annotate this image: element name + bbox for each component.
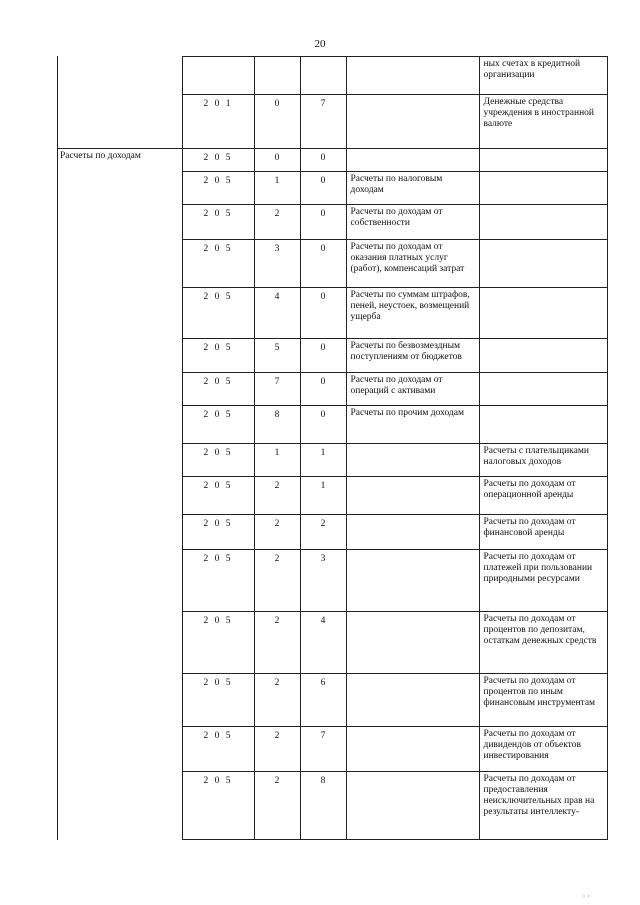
account-code: 2 0 5 [203,776,233,786]
account-name-detail [480,288,607,292]
table-cell [346,550,479,612]
table-cell [182,57,254,95]
table-cell [182,550,254,612]
account-code: 2 0 5 [203,343,233,353]
table-cell [479,95,607,149]
analytic-code-1: 2 [274,616,280,626]
account-name-detail: Расчеты по доходам от процентов по депозитам, остаткам денежных средств [483,614,597,646]
analytic-code-2 [301,57,346,61]
analytic-code-1: 5 [274,343,280,353]
analytic-code-1 [255,57,300,61]
analytic-code-2: 0 [320,410,326,420]
table-cell [346,477,479,515]
table-cell [300,205,346,240]
account-name-detail [480,172,607,176]
table-cell [254,95,300,149]
account-name-detail [480,406,607,410]
table-cell [479,550,607,612]
table-cell [182,674,254,727]
table-cell [479,477,607,515]
table-cell [254,240,300,288]
table-cell [300,727,346,772]
account-name-detail: Расчеты по доходам от операционной аренды [483,479,576,500]
table-cell [479,444,607,477]
table-cell [182,339,254,373]
account-name-detail: Расчеты по доходам от процентов по иным финансовым инструментам [483,676,596,708]
account-name-group: Расчеты по прочим доходам [350,408,464,418]
account-code: 2 0 5 [203,616,233,626]
account-name-detail: Денежные средства учреждения в иностранной валюте [483,97,594,129]
table-cell [346,373,479,406]
table-cell [254,288,300,339]
table-cell [254,477,300,515]
table-cell [346,339,479,373]
table-cell [479,205,607,240]
analytic-code-2: 1 [320,481,326,491]
table-cell [300,612,346,674]
analytic-code-1: 3 [274,244,280,254]
analytic-code-2: 0 [320,244,326,254]
analytic-code-1: 2 [274,678,280,688]
table-cell [300,515,346,550]
analytic-code-1: 0 [274,153,280,163]
account-code: 2 0 5 [203,153,233,163]
analytic-code-1: 0 [274,99,280,109]
account-name-group [347,612,479,616]
analytic-code-2: 4 [320,616,326,626]
table-cell [346,288,479,339]
table-cell [182,727,254,772]
account-name-group [347,477,479,481]
table-cell [182,172,254,205]
account-code: 2 0 5 [203,554,233,564]
table-cell [346,172,479,205]
table-cell [182,240,254,288]
account-code: 2 0 5 [203,678,233,688]
table-cell [182,373,254,406]
account-name-group [347,95,479,99]
table-cell [479,288,607,339]
account-code: 2 0 5 [203,410,233,420]
page-number: 20 [314,38,326,50]
table-cell [182,772,254,840]
table-cell [346,674,479,727]
table-cell [254,339,300,373]
table-cell [182,406,254,444]
table-cell [346,95,479,149]
account-name-detail: Расчеты по доходам от платежей при пользовании природными ресурсами [483,552,593,584]
analytic-code-1: 1 [274,176,280,186]
account-name-group [347,444,479,448]
table-cell [182,149,254,172]
table-cell [254,727,300,772]
account-name-detail: Расчеты по доходам от дивидендов от объектов инвестирования [483,729,581,761]
table-cell [479,772,607,840]
account-name-group: Расчеты по доходам от операций с активами [350,375,443,396]
table-cell [346,406,479,444]
account-name-group [347,772,479,776]
table-cell [182,444,254,477]
table-cell [300,477,346,515]
table-cell [182,612,254,674]
account-name-detail [480,149,607,153]
table-cell [479,612,607,674]
table-cell [300,57,346,95]
account-code: 2 0 5 [203,377,233,387]
table-cell [254,149,300,172]
account-name-detail: ных счетах в кредитной организации [483,59,581,80]
analytic-code-2: 0 [320,153,326,163]
analytic-code-2: 7 [320,99,326,109]
account-code: 2 0 5 [203,244,233,254]
ledger-table [58,56,608,840]
account-code: 2 0 5 [203,209,233,219]
table-cell [346,149,479,172]
table-cell [254,57,300,95]
account-code: 2 0 5 [203,731,233,741]
analytic-code-2: 0 [320,343,326,353]
table-cell [479,149,607,172]
table-cell [346,444,479,477]
table-cell [346,57,479,95]
footer-mark: · · [582,892,590,901]
account-name-detail [480,240,607,244]
analytic-code-2: 6 [320,678,326,688]
analytic-code-1: 7 [274,377,280,387]
table-cell [479,373,607,406]
table-cell [479,240,607,288]
table-cell [479,172,607,205]
table-cell [254,674,300,727]
account-code: 2 0 5 [203,448,233,458]
analytic-code-1: 2 [274,519,280,529]
account-code: 2 0 5 [203,292,233,302]
section-cell [58,149,182,840]
table-cell [254,612,300,674]
table-cell [479,515,607,550]
analytic-code-2: 8 [320,776,326,786]
table-cell [479,339,607,373]
account-name-group: Расчеты по налоговым доходам [350,174,443,195]
table-cell [346,205,479,240]
account-name-detail: Расчеты по доходам от предоставления неисключительных прав на результаты интеллекту- [483,774,595,817]
analytic-code-2: 2 [320,519,326,529]
analytic-code-2: 3 [320,554,326,564]
account-name-group: Расчеты по доходам от собственности [350,207,443,228]
account-name-group [347,727,479,731]
account-name-group [347,515,479,519]
analytic-code-1: 2 [274,554,280,564]
table-cell [254,444,300,477]
table-cell [479,727,607,772]
account-name-detail [480,205,607,209]
table-cell [300,95,346,149]
analytic-code-1: 2 [274,209,280,219]
analytic-code-1: 4 [274,292,280,302]
analytic-code-1: 1 [274,448,280,458]
analytic-code-2: 0 [320,209,326,219]
account-name-detail: Расчеты с плательщиками налоговых доходов [483,446,589,467]
table-cell [182,515,254,550]
table-cell [300,240,346,288]
table-cell [346,240,479,288]
table-cell [254,515,300,550]
table-row [58,149,607,172]
table-cell [254,373,300,406]
table-cell [182,95,254,149]
analytic-code-1: 2 [274,731,280,741]
account-name-detail: Расчеты по доходам от финансовой аренды [483,517,576,538]
account-name-group: Расчеты по доходам от оказания платных услуг (работ), компенсаций затрат [350,242,465,274]
account-code: 2 0 5 [203,481,233,491]
analytic-code-2: 0 [320,176,326,186]
table-cell [300,550,346,612]
table-cell [182,288,254,339]
account-name-group [347,674,479,678]
account-code: 2 0 5 [203,519,233,529]
analytic-code-1: 8 [274,410,280,420]
table-cell [300,288,346,339]
table-cell [479,57,607,95]
analytic-code-1: 2 [274,776,280,786]
table-cell [254,406,300,444]
table-cell [300,149,346,172]
ledger-table-wrap [57,56,608,840]
table-cell [254,772,300,840]
table-cell [346,727,479,772]
analytic-code-2: 7 [320,731,326,741]
account-name-group: Расчеты по безвозмездным поступлениям от бюджетов [350,341,462,362]
analytic-code-2: 1 [320,448,326,458]
table-cell [300,772,346,840]
table-cell [346,515,479,550]
table-cell [300,444,346,477]
table-cell [479,406,607,444]
table-cell [300,172,346,205]
account-name-detail [480,373,607,377]
table-cell [254,205,300,240]
account-name-group: Расчеты по суммам штрафов, пеней, неустоек, возмещений ущерба [350,290,470,322]
section-label: Расчеты по доходам [60,151,141,161]
table-cell [300,406,346,444]
section-blank-cell [58,57,182,149]
table-cell [254,172,300,205]
table-row [58,57,607,95]
table-cell [346,612,479,674]
table-cell [346,772,479,840]
analytic-code-1: 2 [274,481,280,491]
account-code: 2 0 1 [203,99,233,109]
ledger-body [58,57,607,840]
table-cell [182,477,254,515]
table-cell [182,205,254,240]
account-name-detail [480,339,607,343]
analytic-code-2: 0 [320,377,326,387]
table-cell [254,550,300,612]
table-cell [479,674,607,727]
analytic-code-2: 0 [320,292,326,302]
table-cell [300,674,346,727]
account-name-group [347,550,479,554]
table-cell [300,373,346,406]
table-cell [300,339,346,373]
account-code [183,57,254,61]
account-name-group [347,57,479,61]
account-code: 2 0 5 [203,176,233,186]
account-name-group [347,149,479,153]
